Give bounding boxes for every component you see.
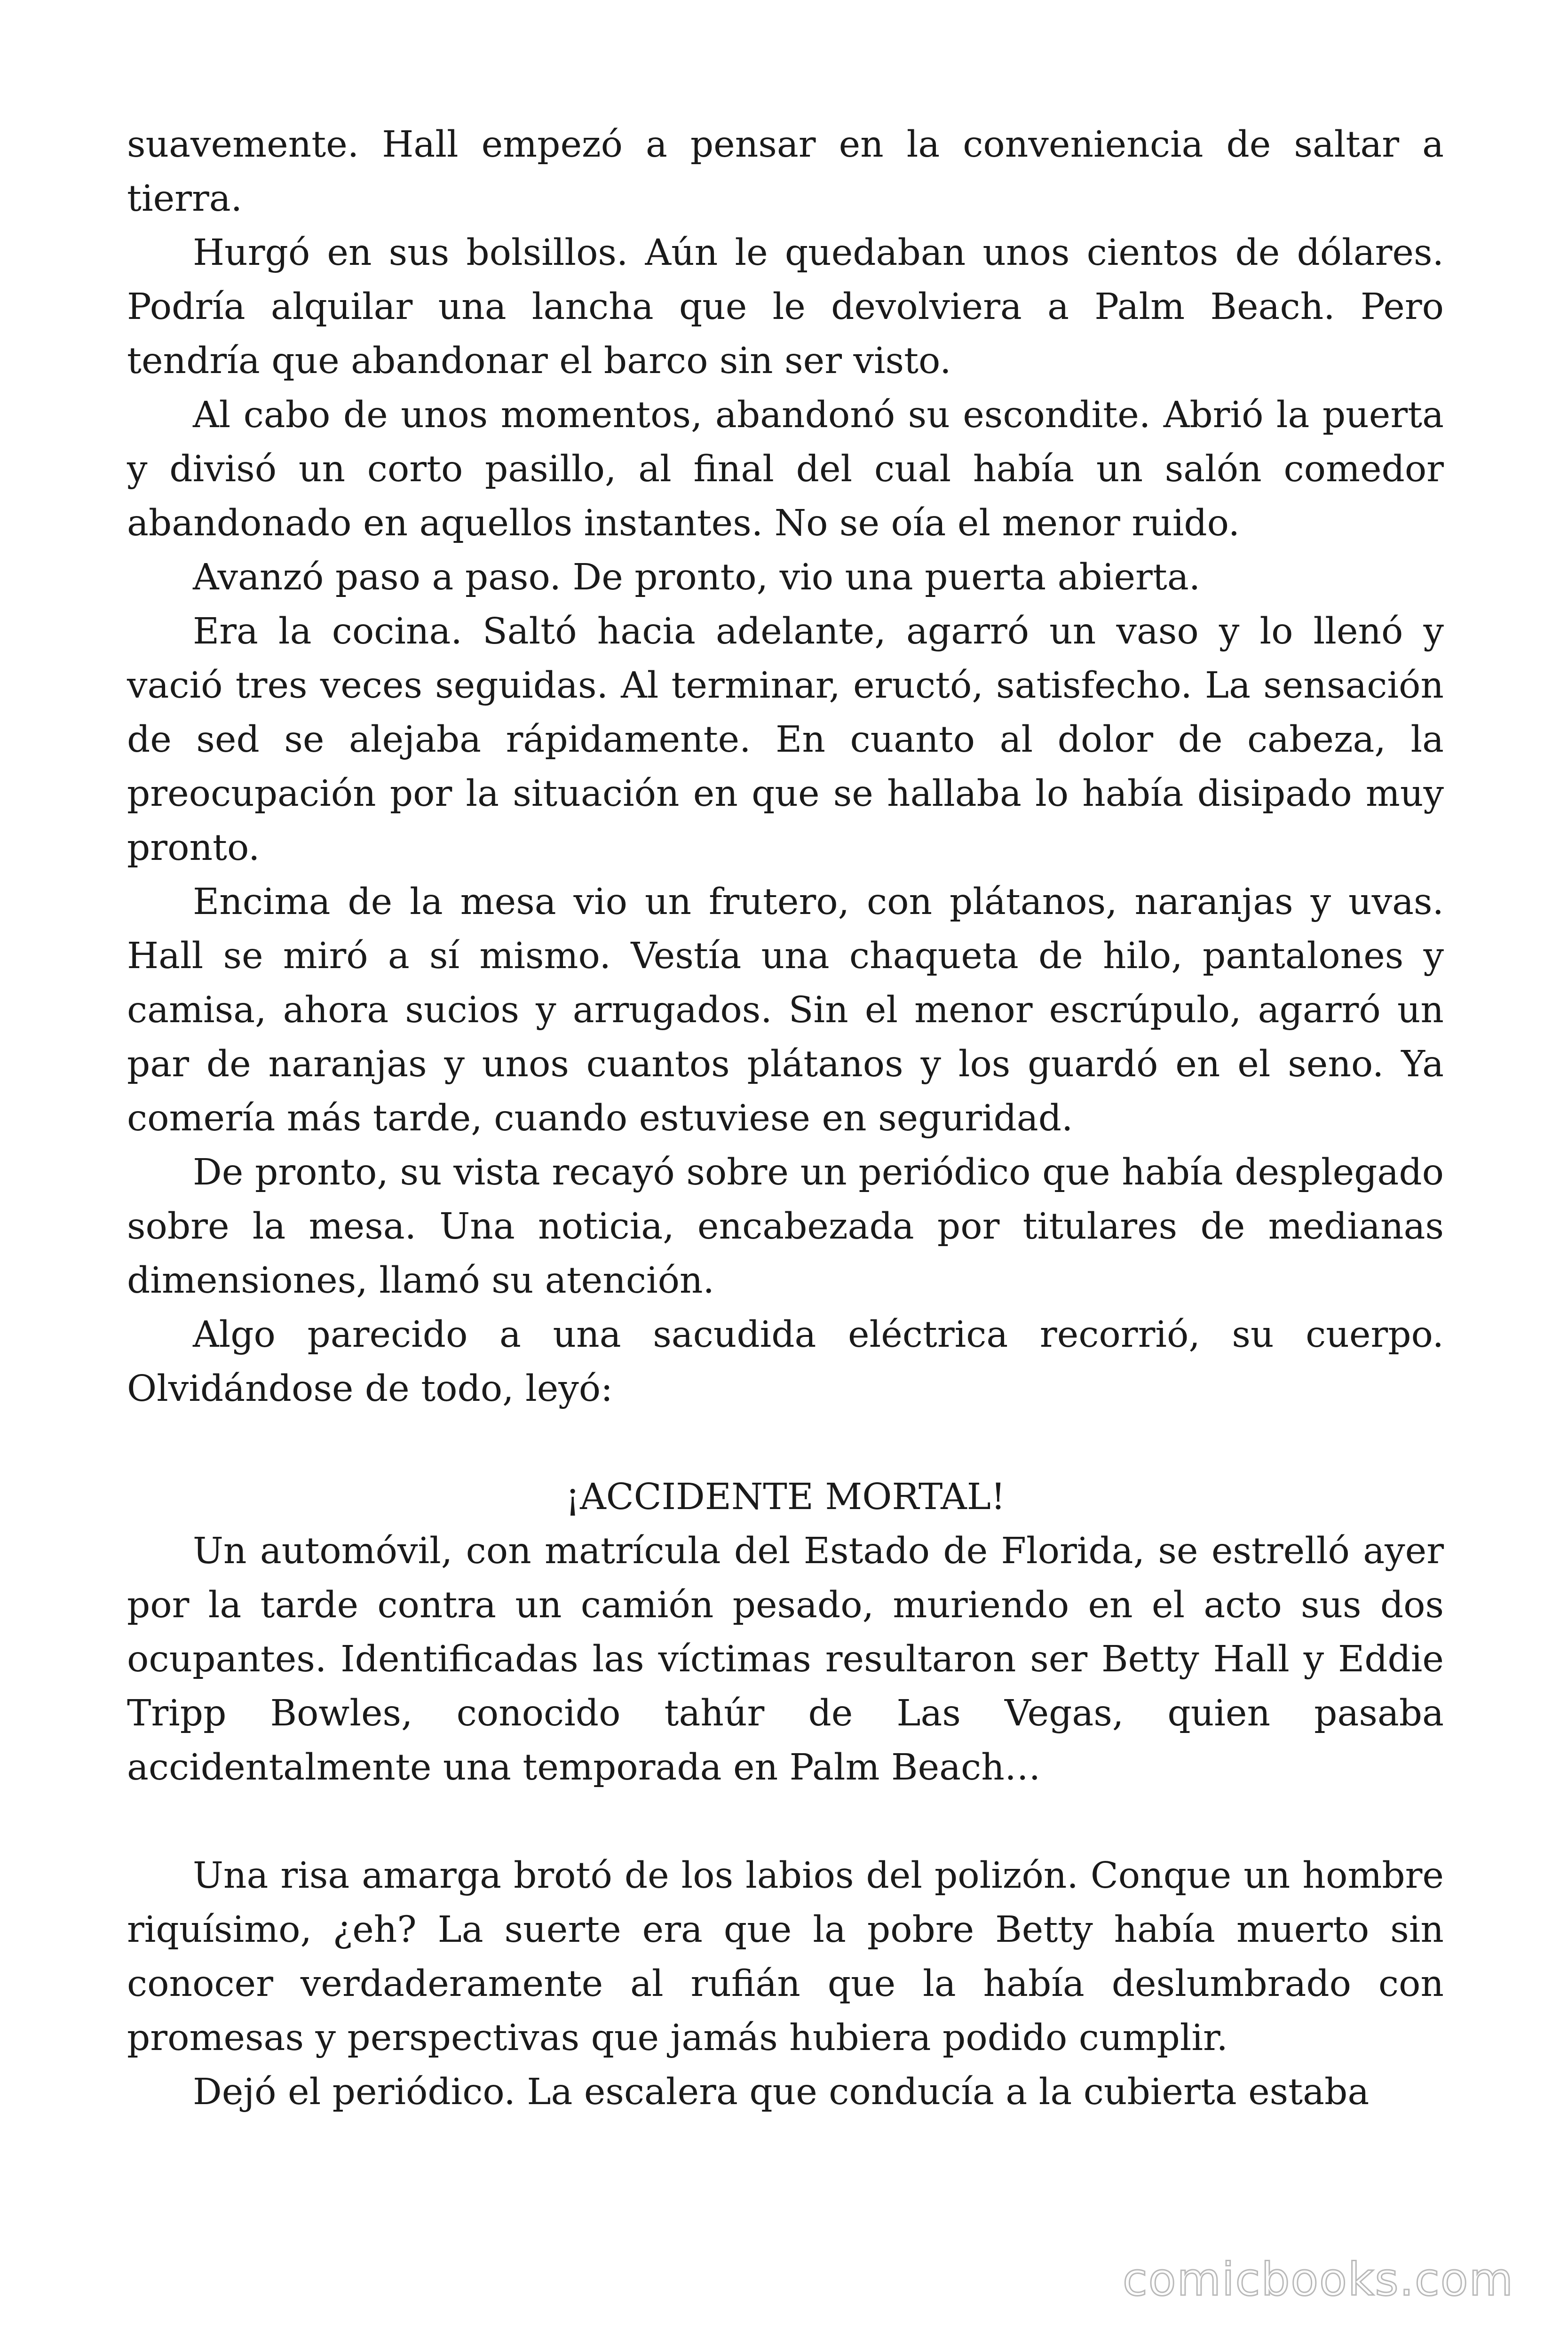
paragraph: Hurgó en sus bolsillos. Aún le quedaban unos cientos de dólares. Podría alquilar una lancha que le devolviera a Palm Beach. Pero tendría que abandonar el barco sin ser visto.	[127, 232, 1444, 382]
paragraph: suavemente. Hall empezó a pensar en la conveniencia de saltar a tierra.	[127, 124, 1444, 220]
newspaper-article: Un automóvil, con matrícula del Estado de Florida, se estrelló ayer por la tarde contra un camión pesado, muriendo en el acto sus dos ocupantes. Identificadas las víctimas resultaron ser Betty Hall y Eddie Tripp Bowles, conocido tahúr de Las Vegas, quien pasaba accidentalmente una temporada en Palm Beach…	[127, 1530, 1444, 1788]
paragraph: De pronto, su vista recayó sobre un periódico que había desplegado sobre la mesa. Una noticia, encabezada por titulares de medianas dimensiones, llamó su atención.	[127, 1152, 1444, 1302]
watermark: comicbooks.com	[1122, 2253, 1514, 2306]
paragraph: Al cabo de unos momentos, abandonó su escondite. Abrió la puerta y divisó un corto pasillo, al final del cual había un salón comedor abandonado en aquellos instantes. No se oía el menor ruido.	[127, 394, 1444, 544]
page-body	[127, 118, 1444, 2119]
paragraph: Dejó el periódico. La escalera que conducía a la cubierta estaba	[193, 2071, 1370, 2113]
paragraph: Algo parecido a una sacudida eléctrica recorrió, su cuerpo. Olvidándose de todo, leyó:	[127, 1314, 1444, 1410]
newspaper-headline: ¡ACCIDENTE MORTAL!	[565, 1476, 1006, 1518]
paragraph: Encima de la mesa vio un frutero, con plátanos, naranjas y uvas. Hall se miró a sí mismo. Vestía una chaqueta de hilo, pantalones y camisa, ahora sucios y arrugados. Sin el menor escrúpulo, agarró un par de naranjas y unos cuantos plátanos y los guardó en el seno. Ya comería más tarde, cuando estuviese en seguridad.	[127, 881, 1444, 1139]
paragraph: Avanzó paso a paso. De pronto, vio una puerta abierta.	[193, 556, 1201, 598]
paragraph: Una risa amarga brotó de los labios del polizón. Conque un hombre riquísimo, ¿eh? La suerte era que la pobre Betty había muerto sin conocer verdaderamente al rufián que la había deslumbrado con promesas y perspectivas que jamás hubiera podido cumplir.	[127, 1855, 1444, 2059]
paragraph: Era la cocina. Saltó hacia adelante, agarró un vaso y lo llenó y vació tres veces seguidas. Al terminar, eructó, satisfecho. La sensación de sed se alejaba rápidamente. En cuanto al dolor de cabeza, la preocupación por la situación en que se hallaba lo había disipado muy pronto.	[127, 611, 1444, 869]
